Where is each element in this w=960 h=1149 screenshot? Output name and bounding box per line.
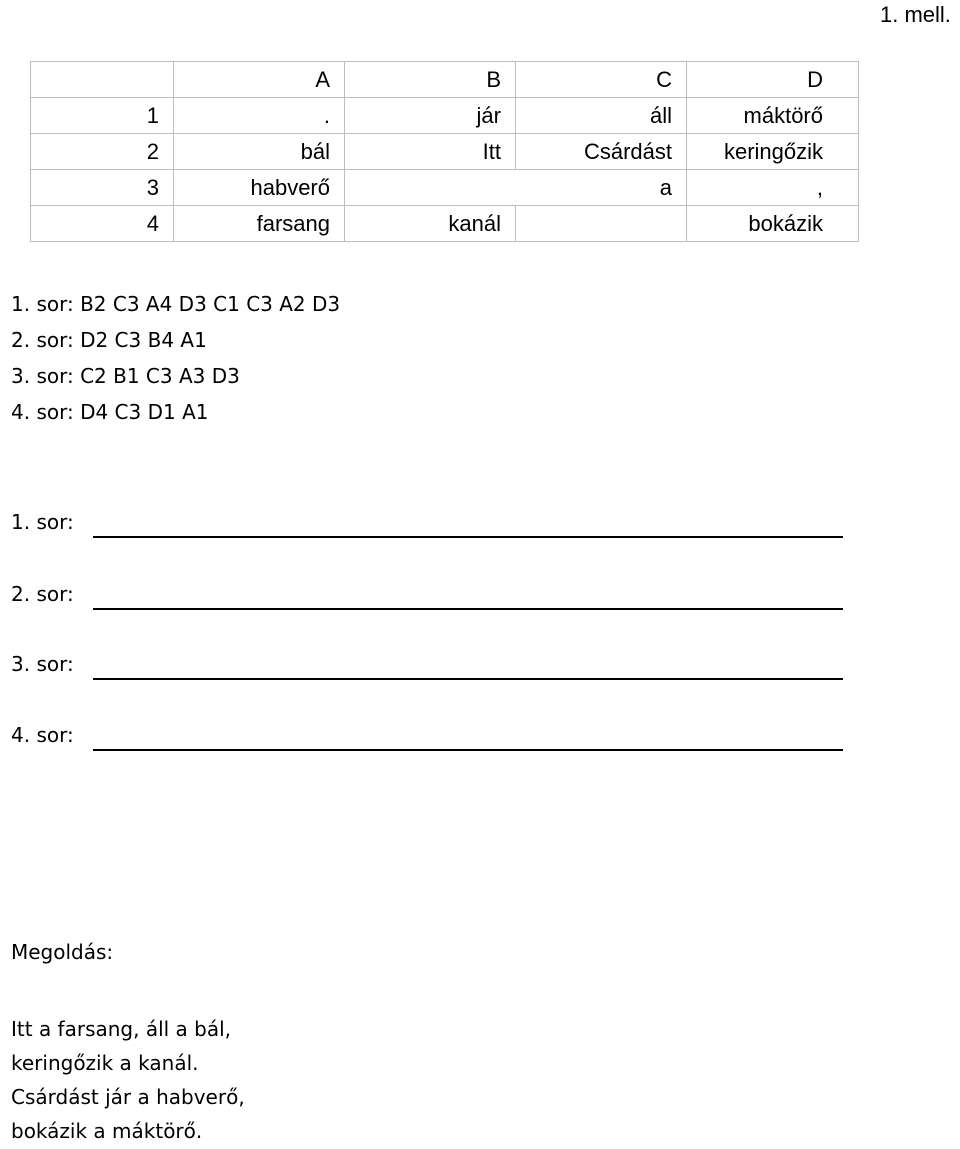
table-cell: a (516, 170, 687, 206)
code-line: 2. sor: D2 C3 B4 A1 (11, 328, 207, 352)
answer-row (11, 723, 74, 747)
table-header-cell: D (687, 62, 859, 98)
table-cell: keringőzik (687, 134, 859, 170)
table-cell: bál (174, 134, 345, 170)
answer-blank-line[interactable] (93, 536, 843, 538)
solution-line: Csárdást jár a habverő, (11, 1085, 245, 1109)
answer-blank-line[interactable] (93, 678, 843, 680)
code-line: 3. sor: C2 B1 C3 A3 D3 (11, 364, 240, 388)
solution-title: Megoldás: (11, 940, 114, 964)
answer-blank-line[interactable] (93, 749, 843, 751)
row-number-cell: 1 (31, 98, 174, 134)
table-row (31, 134, 859, 170)
word-grid-table (30, 61, 859, 242)
table-row (31, 206, 859, 242)
answer-row (11, 652, 74, 676)
answer-blank-line[interactable] (93, 608, 843, 610)
table-cell: habverő (174, 170, 345, 206)
row-number-cell: 3 (31, 170, 174, 206)
appendix-label: 1. mell. (880, 2, 951, 27)
answer-row (11, 582, 74, 606)
table-cell: . (174, 98, 345, 134)
solution-line: keringőzik a kanál. (11, 1051, 199, 1075)
table-header-cell: B (345, 62, 516, 98)
table-cell: Itt (345, 134, 516, 170)
answer-label: 2. sor: (11, 582, 74, 606)
row-number-cell: 2 (31, 134, 174, 170)
table-cell: Csárdást (516, 134, 687, 170)
code-line: 4. sor: D4 C3 D1 A1 (11, 400, 209, 424)
table-cell (31, 62, 174, 98)
solution-line: bokázik a máktörő. (11, 1119, 203, 1143)
table-cell (345, 170, 516, 206)
table-cell: kanál (345, 206, 516, 242)
answer-label: 1. sor: (11, 510, 74, 534)
table-cell: farsang (174, 206, 345, 242)
table-cell: , (687, 170, 859, 206)
table-header-row (31, 62, 859, 98)
answer-row (11, 510, 74, 534)
table-cell: máktörő (687, 98, 859, 134)
row-number-cell: 4 (31, 206, 174, 242)
table-cell: jár (345, 98, 516, 134)
table-cell: áll (516, 98, 687, 134)
table-cell (516, 206, 687, 242)
code-line: 1. sor: B2 C3 A4 D3 C1 C3 A2 D3 (11, 292, 341, 316)
answer-label: 3. sor: (11, 652, 74, 676)
solution-line: Itt a farsang, áll a bál, (11, 1017, 232, 1041)
answer-label: 4. sor: (11, 723, 74, 747)
table-header-cell: C (516, 62, 687, 98)
table-header-cell: A (174, 62, 345, 98)
table-cell: bokázik (687, 206, 859, 242)
table-row (31, 98, 859, 134)
table-row (31, 170, 859, 206)
